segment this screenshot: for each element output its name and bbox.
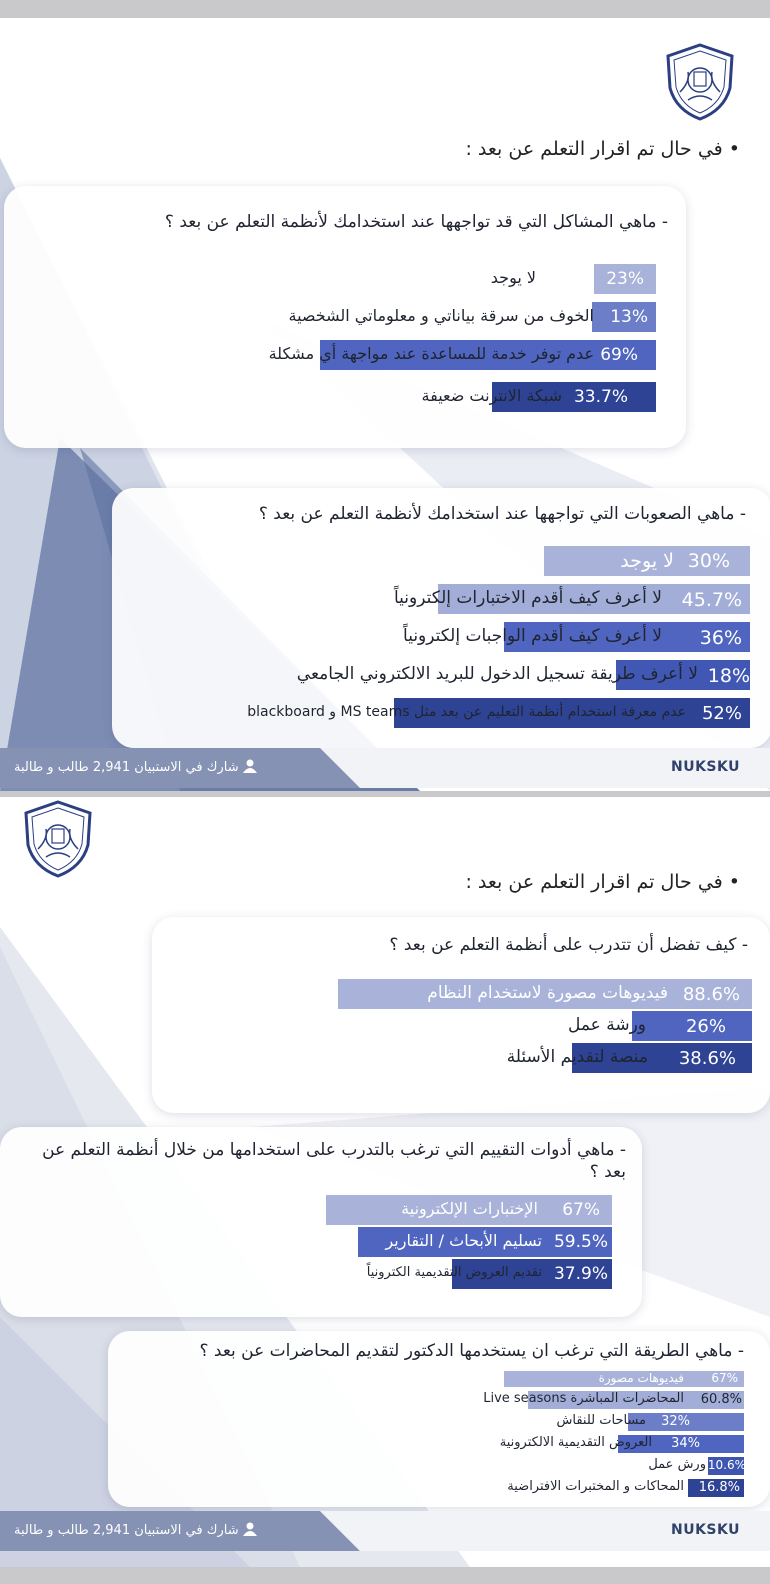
bar-label: ورشة عمل [567,1015,646,1035]
bar-percentage: 60.8% [700,1392,742,1407]
question-text: - ماهي الصعوبات التي تواجهها عند استخدامك لأنظمة التعلم عن بعد ؟ [258,504,746,524]
question-text: - ماهي أدوات التقييم التي ترغب بالتدرب على استخدامها من خلال أنظمة التعلم عن بعد ؟ [42,1140,626,1182]
participants-text: شارك في الاستبيان 2,941 طالب و طالبة [14,1523,239,1538]
bar-percentage: 67% [711,1371,738,1385]
bar-percentage: 13% [610,307,648,327]
bar-label: ورش عمل [648,1457,706,1472]
university-logo [22,799,94,879]
bar-percentage: 16.8% [698,1480,740,1495]
question-card-training [152,917,770,1113]
bar-percentage: 10.6% [707,1458,746,1472]
footer [0,748,770,788]
bar-percentage: 23% [606,269,644,289]
bar-percentage: 33.7% [573,387,628,407]
section-heading: • في حال تم اقرار التعلم عن بعد : [465,871,740,893]
bar-label: لا أعرف كيف أقدم الواجبات إلكترونياً [403,626,662,646]
bar-label: الإختبارات الإلكترونية [401,1199,538,1218]
bar-percentage: 59.5% [553,1232,608,1252]
question-text: - كيف تفضل أن تتدرب على أنظمة التعلم عن بعد ؟ [389,935,748,955]
bar-percentage: 30% [687,550,730,572]
brand-name: NUKSKU [671,759,740,775]
bar-label: الخوف من سرقة بياناتي و معلوماتي الشخصية [288,306,594,325]
participants-count [14,759,257,775]
section-heading: • في حال تم اقرار التعلم عن بعد : [465,138,740,160]
question-card-difficulties [112,488,770,748]
bar-label: المحاكات و المختبرات الافتراضية [507,1479,684,1494]
bar-label: عدم توفر خدمة للمساعدة عند مواجهة أي مشكلة [268,344,594,363]
bar-percentage: 26% [685,1016,726,1037]
bar-label: العروض التقديمية الالكترونية [499,1435,652,1450]
bar-percentage: 69% [600,345,638,365]
bar-label: شبكة الانترنت ضعيفة [421,386,562,405]
bar-label: المحاضرات المباشرة Live seasons [483,1391,684,1406]
bar-percentage: 18% [707,665,750,687]
bar-label: تسليم الأبحاث / التقارير [385,1231,542,1250]
question-text: - ماهي المشاكل التي قد تواجهها عند استخدامك لأنظمة التعلم عن بعد ؟ [164,212,668,232]
bar-label: لا يوجد [490,268,536,287]
bar-label: تقديم العروض التقديمية الكترونياً [366,1265,542,1280]
question-card-lecture-method [108,1331,770,1507]
bar-label: لا أعرف كيف أقدم الاختبارات إلكترونياً [393,588,662,608]
university-logo [664,42,736,122]
bar-percentage: 36% [699,627,742,649]
bar-percentage: 67% [562,1200,600,1220]
brand-name: NUKSKU [671,1522,740,1538]
bar-percentage: 34% [671,1436,700,1451]
bar-label: فيديوهات مصورة لاستخدام النظام [427,983,668,1003]
bar-label: فيديوهات مصورة [598,1371,684,1385]
person-icon [243,1522,257,1536]
bar-percentage: 37.9% [553,1264,608,1284]
bar-percentage: 52% [701,703,742,724]
survey-slide-2 [0,797,770,1567]
bar-percentage: 88.6% [682,984,740,1005]
bar-percentage: 45.7% [681,589,742,611]
bar-percentage: 38.6% [678,1048,736,1069]
bar-label: منصة لتقديم الأسئلة [506,1047,648,1067]
participants-text: شارك في الاستبيان 2,941 طالب و طالبة [14,760,239,775]
question-card-assessment [0,1127,642,1317]
bar-percentage: 32% [661,1414,690,1429]
footer [0,1511,770,1551]
person-icon [243,759,257,773]
bar-label: مساحات للنقاش [556,1413,646,1428]
question-card-problems [4,186,686,448]
survey-slide-1 [0,18,770,791]
participants-count [14,1522,257,1538]
question-text: - ماهي الطريقة التي ترغب ان يستخدمها الدكتور لتقديم المحاضرات عن بعد ؟ [199,1341,744,1361]
bar-label: عدم معرفة استخدام أنظمة التعليم عن بعد مثل MS teams و blackboard [247,704,686,720]
bar-label: لا يوجد [620,550,674,572]
bar-label: لا أعرف طريقة تسجيل الدخول للبريد الالكتروني الجامعي [296,664,698,684]
